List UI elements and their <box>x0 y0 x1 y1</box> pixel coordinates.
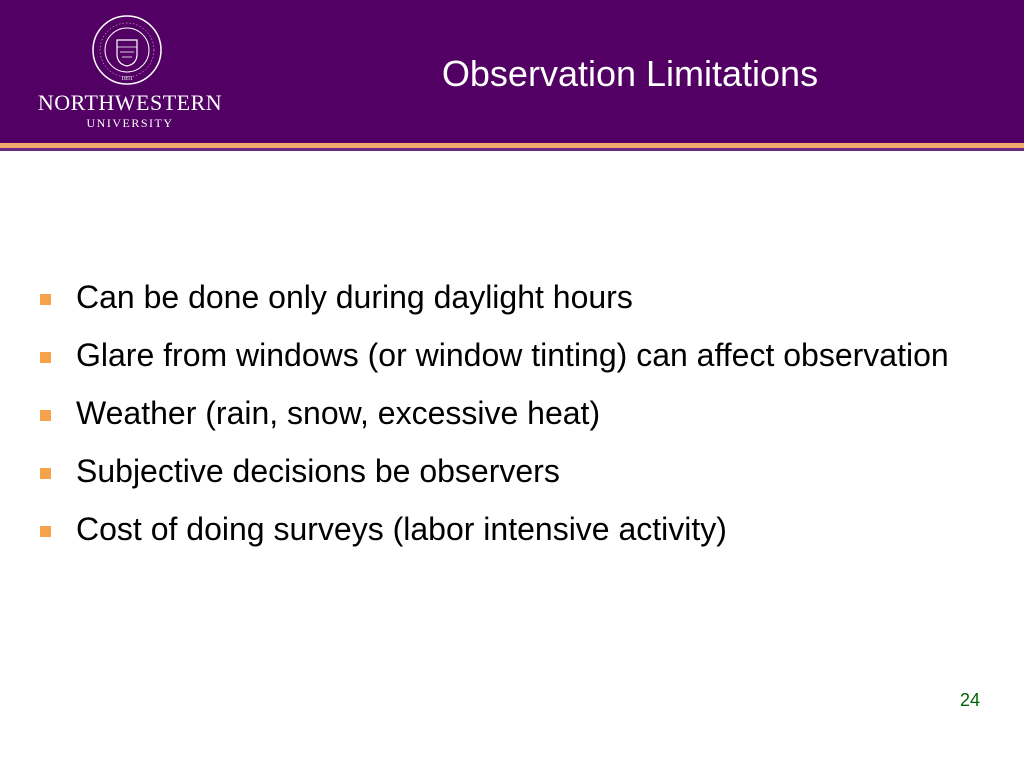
seal-year: 1851 <box>121 76 133 82</box>
square-bullet-icon <box>40 526 51 537</box>
bullet-item <box>36 452 976 490</box>
header-bar <box>0 0 1024 143</box>
slide-title: Observation Limitations <box>441 53 819 94</box>
bullet-text: Glare from windows (or window tinting) can affect observation <box>76 337 949 373</box>
square-bullet-icon <box>40 352 51 363</box>
bullet-item <box>36 336 976 374</box>
bullet-list <box>36 278 976 568</box>
wordmark-name: NORTHWESTERN <box>37 90 223 115</box>
bullet-text: Subjective decisions be observers <box>76 453 560 489</box>
bullet-text: Cost of doing surveys (labor intensive activity) <box>76 511 727 547</box>
square-bullet-icon <box>40 294 51 305</box>
header-stripe-purple <box>0 148 1024 151</box>
bullet-text: Can be done only during daylight hours <box>76 279 633 315</box>
square-bullet-icon <box>40 410 51 421</box>
page-number: 24 <box>959 690 980 710</box>
square-bullet-icon <box>40 468 51 479</box>
wordmark-subtitle: UNIVERSITY <box>86 116 174 130</box>
bullet-item <box>36 278 976 316</box>
bullet-item <box>36 394 976 432</box>
university-wordmark <box>30 90 230 130</box>
university-seal-icon <box>91 14 163 86</box>
bullet-text: Weather (rain, snow, excessive heat) <box>76 395 601 431</box>
bullet-item <box>36 510 976 548</box>
